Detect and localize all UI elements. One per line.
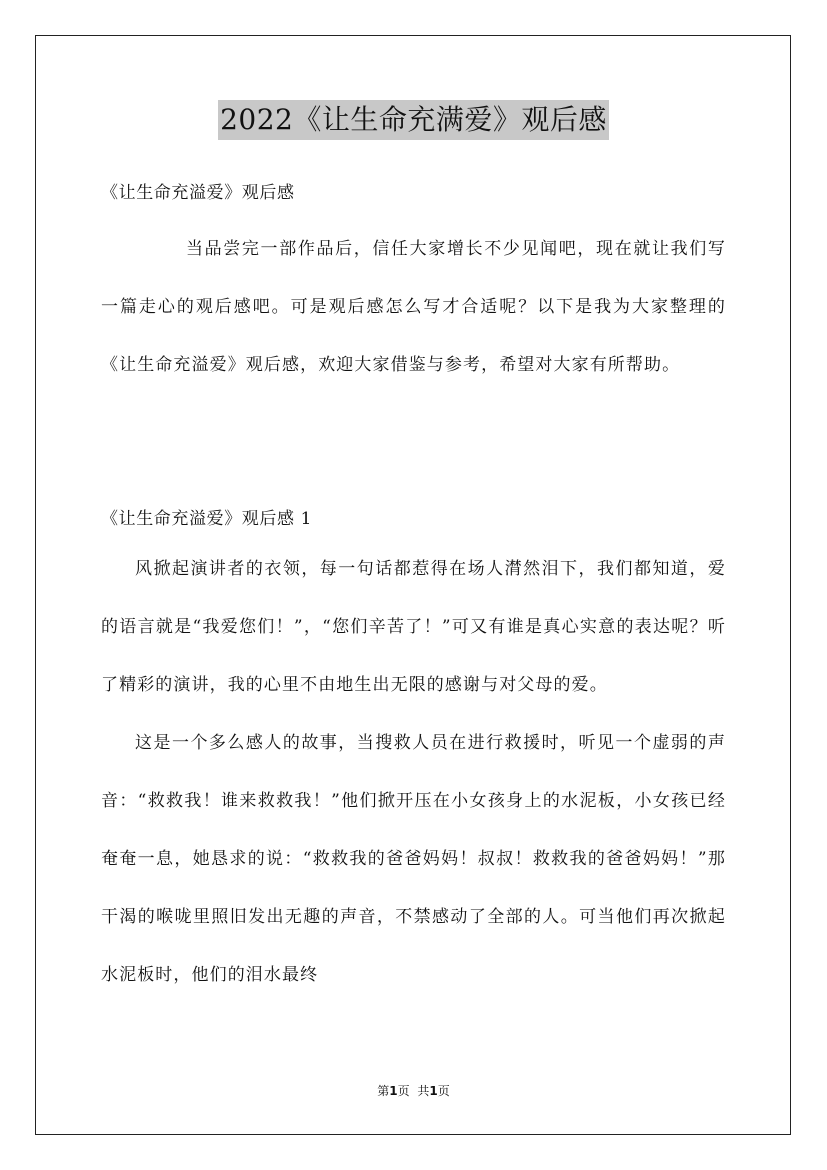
subtitle-heading: 《让生命充溢爱》观后感 (101, 183, 295, 203)
body-paragraph: 风掀起演讲者的衣领，每一句话都惹得在场人潸然泪下，我们都知道，爱的语言就是“我爱您们！”，“您们辛苦了！”可又有谁是真心实意的表达呢？听了精彩的演讲，我的心里不由地生出无限的感谢与对父母的爱。 (101, 559, 726, 695)
footer-page-suffix: 页 (397, 1084, 410, 1098)
intro-paragraph: 当品尝完一部作品后，信任大家增长不少见闻吧，现在就让我们写一篇走心的观后感吧。可是观后感怎么写才合适呢？以下是我为大家整理的《让生命充溢爱》观后感，欢迎大家借鉴与参考，希望对大家有所帮助。 (101, 239, 726, 375)
document-title: 2022《让生命充满爱》观后感 (218, 100, 609, 140)
footer-total-suffix: 页 (437, 1084, 450, 1098)
page-footer (0, 1083, 827, 1099)
footer-total-prefix: 共 (417, 1084, 430, 1098)
section-1-heading: 《让生命充溢爱》观后感 1 (101, 509, 313, 529)
footer-total-number: 1 (429, 1084, 438, 1098)
section-1-body (101, 540, 726, 1004)
footer-page-number: 1 (389, 1084, 398, 1098)
body-paragraph: 这是一个多么感人的故事，当搜救人员在进行救援时，听见一个虚弱的声音：“救救我！谁来救救我！”他们掀开压在小女孩身上的水泥板，小女孩已经奄奄一息，她恳求的说：“救救我的爸爸妈妈！叔叔！救救我的爸爸妈妈！”那干渴的喉咙里照旧发出无趣的声音，不禁感动了全部的人。可当他们再次掀起水泥板时，他们的泪水最终 (101, 733, 726, 985)
title-container (0, 100, 827, 140)
footer-page-prefix: 第 (377, 1084, 390, 1098)
intro-block (101, 220, 726, 394)
